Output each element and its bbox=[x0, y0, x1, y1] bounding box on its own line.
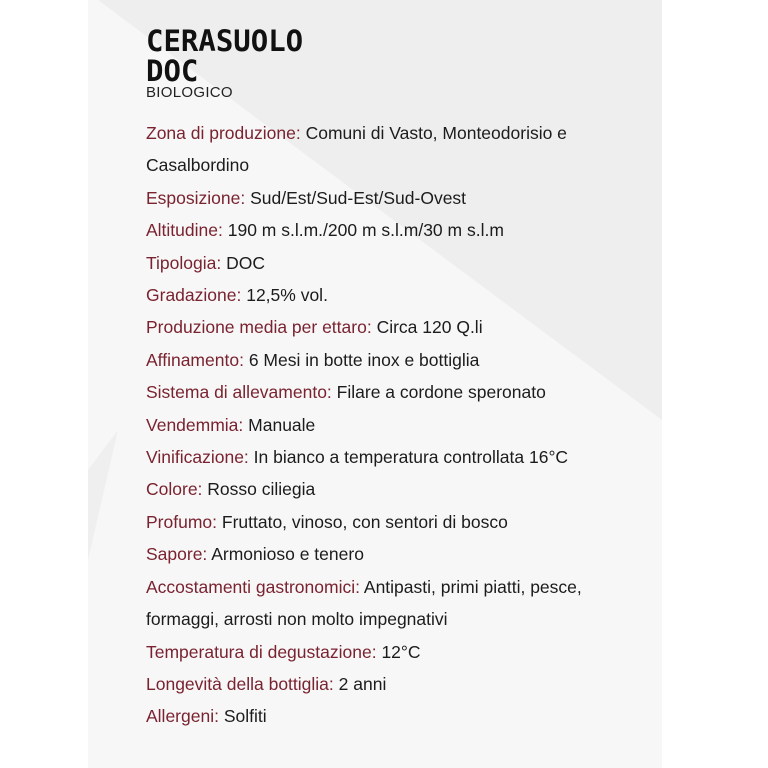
spec-label: Vendemmia: bbox=[146, 414, 244, 435]
spec-row bbox=[146, 603, 666, 635]
spec-value: Casalbordino bbox=[146, 155, 250, 176]
spec-value: Solfiti bbox=[223, 706, 267, 727]
spec-label: Vinificazione: bbox=[146, 447, 249, 468]
spec-label: Profumo: bbox=[146, 511, 217, 532]
spec-value: 12°C bbox=[381, 641, 421, 662]
spec-label: Produzione media per ettaro: bbox=[146, 317, 372, 338]
spec-row bbox=[146, 473, 666, 505]
spec-label: Sapore: bbox=[146, 544, 208, 565]
spec-row bbox=[146, 506, 666, 538]
spec-label: Sistema di allevamento: bbox=[146, 382, 332, 403]
spec-row bbox=[146, 538, 666, 570]
spec-row bbox=[146, 247, 666, 279]
spec-label: Longevità della bottiglia: bbox=[146, 673, 334, 694]
spec-label: Affinamento: bbox=[146, 349, 244, 370]
spec-row bbox=[146, 311, 666, 343]
spec-value: 190 m s.l.m./200 m s.l.m/30 m s.l.m bbox=[227, 220, 504, 241]
spec-value: Antipasti, primi piatti, pesce, bbox=[363, 576, 582, 597]
spec-label: Colore: bbox=[146, 479, 203, 500]
spec-label: Allergeni: bbox=[146, 706, 219, 727]
background-left-wedge bbox=[88, 430, 118, 560]
spec-value: Armonioso e tenero bbox=[211, 544, 364, 565]
spec-row bbox=[146, 376, 666, 408]
spec-value: DOC bbox=[226, 252, 265, 273]
spec-value: Manuale bbox=[248, 414, 316, 435]
product-title-line2: DOC bbox=[146, 54, 199, 88]
spec-label: Altitudine: bbox=[146, 220, 223, 241]
spec-value: 6 Mesi in botte inox e bottiglia bbox=[248, 349, 480, 370]
spec-row bbox=[146, 700, 666, 732]
spec-value: Sud/Est/Sud-Est/Sud-Ovest bbox=[250, 187, 467, 208]
product-title-line1: CERASUOLO bbox=[146, 24, 304, 58]
spec-value: 12,5% vol. bbox=[246, 285, 328, 306]
spec-row bbox=[146, 668, 666, 700]
spec-row bbox=[146, 441, 666, 473]
spec-row bbox=[146, 214, 666, 246]
spec-value: In bianco a temperatura controllata 16°C bbox=[253, 447, 569, 468]
product-sheet bbox=[146, 26, 666, 733]
spec-label: Esposizione: bbox=[146, 187, 246, 208]
spec-label: Zona di produzione: bbox=[146, 123, 301, 143]
spec-row bbox=[146, 182, 666, 214]
spec-label: Accostamenti gastronomici: bbox=[146, 576, 360, 597]
spec-row bbox=[146, 149, 666, 181]
spec-row bbox=[146, 344, 666, 376]
spec-value: Fruttato, vinoso, con sentori di bosco bbox=[221, 511, 508, 532]
spec-row bbox=[146, 571, 666, 603]
spec-row bbox=[146, 409, 666, 441]
spec-row bbox=[146, 117, 666, 149]
spec-value: Filare a cordone speronato bbox=[336, 382, 546, 403]
spec-value: 2 anni bbox=[338, 673, 387, 694]
product-subtitle: BIOLOGICO bbox=[146, 84, 233, 101]
spec-label: Tipologia: bbox=[146, 252, 222, 273]
spec-label: Temperatura di degustazione: bbox=[146, 641, 377, 662]
spec-label: Gradazione: bbox=[146, 285, 242, 306]
spec-value: Comuni di Vasto, Monteodorisio e bbox=[305, 123, 567, 143]
spec-value: Rosso ciliegia bbox=[207, 479, 316, 500]
spec-row bbox=[146, 279, 666, 311]
spec-value: Circa 120 Q.li bbox=[376, 317, 483, 338]
spec-value: formaggi, arrosti non molto impegnativi bbox=[146, 609, 448, 630]
spec-row bbox=[146, 636, 666, 668]
spec-list bbox=[146, 117, 666, 733]
